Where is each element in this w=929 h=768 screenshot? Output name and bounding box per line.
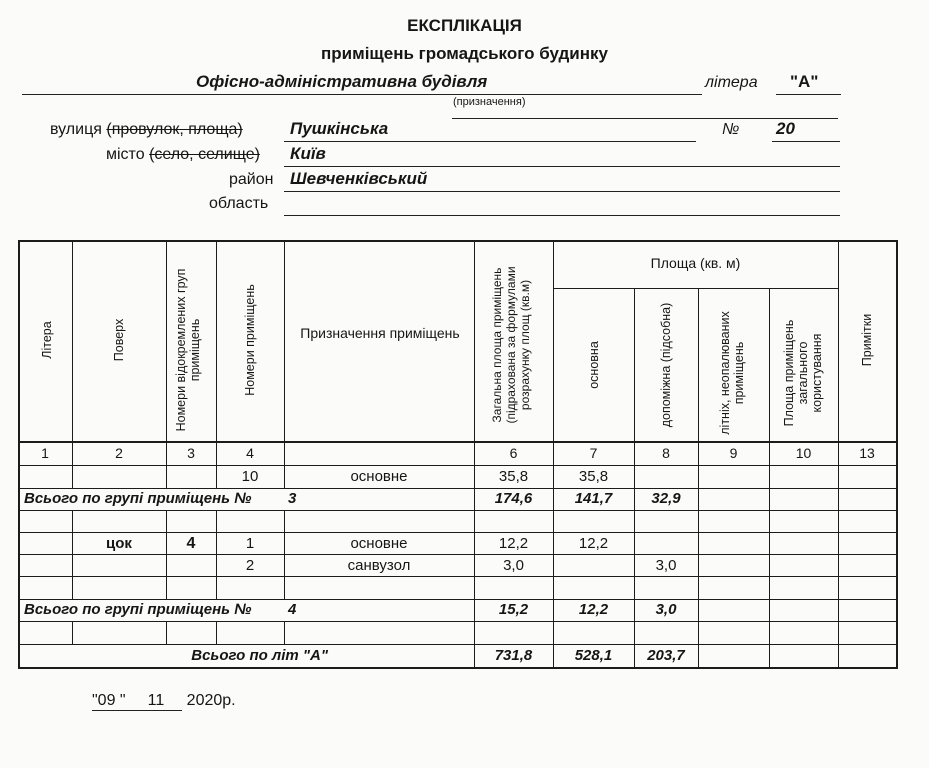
table-cell-room: 2 xyxy=(245,557,255,574)
header-room-numbers: Номери приміщень xyxy=(243,284,257,396)
grand-total-main: 528,1 xyxy=(574,647,613,664)
group-summary-total: 174,6 xyxy=(494,490,533,507)
table-cell-purpose: основне xyxy=(350,535,408,552)
col-number: 6 xyxy=(509,445,518,461)
table-cell-main: 35,8 xyxy=(578,468,609,485)
group-summary-number: 4 xyxy=(288,601,297,618)
header-auxiliary: допоміжна (підсобна) xyxy=(659,302,673,428)
group-summary-number: 3 xyxy=(288,490,297,507)
city-label: місто (село, селище) xyxy=(106,146,260,163)
street-label: вулиця (провулок, площа) xyxy=(50,121,243,138)
header-total-area: Загальна площа приміщень (підрахована за формулами розрахунку площ (кв.м) xyxy=(490,266,532,424)
col-number: 10 xyxy=(795,445,812,461)
col-number: 3 xyxy=(187,445,195,461)
col-number: 2 xyxy=(115,445,123,461)
col-number: 7 xyxy=(589,445,598,461)
group-summary-main: 12,2 xyxy=(578,601,609,618)
col-number: 1 xyxy=(41,445,49,461)
document-subtitle: приміщень громадського будинку xyxy=(321,44,608,63)
table-cell-total: 35,8 xyxy=(498,468,529,485)
table-cell-room: 1 xyxy=(245,535,255,552)
city-value: Київ xyxy=(290,144,326,163)
district-label: район xyxy=(229,171,274,188)
date-line xyxy=(92,692,236,711)
document-title: ЕКСПЛІКАЦІЯ xyxy=(407,16,522,35)
group-summary-aux: 32,9 xyxy=(651,490,681,507)
litera-label: літера xyxy=(705,74,758,91)
header-area-group: Площа (кв. м) xyxy=(650,255,741,271)
group-summary-main: 141,7 xyxy=(574,490,613,507)
table-cell-room: 10 xyxy=(241,468,259,485)
header-common: Площа приміщень загального користування xyxy=(782,319,824,427)
group-summary-label: Всього по групі приміщень № xyxy=(24,601,252,618)
district-value: Шевченківський xyxy=(290,169,428,188)
col-number: 8 xyxy=(662,445,670,461)
group-summary-aux: 3,0 xyxy=(655,601,677,618)
region-label: область xyxy=(209,195,269,212)
header-purpose: Призначення приміщень xyxy=(300,325,460,341)
table-cell-group: 4 xyxy=(186,535,196,552)
header-litera: Літера xyxy=(40,321,54,359)
grand-total-label: Всього по літ "А" xyxy=(191,647,328,664)
col-number: 4 xyxy=(246,445,254,461)
table-cell-aux: 3,0 xyxy=(655,557,677,574)
purpose-value: Офісно-адміністративна будівля xyxy=(196,72,488,91)
header-group-numbers: Номери відокремлених груп приміщень xyxy=(174,268,202,432)
date-year: 2020р. xyxy=(186,692,236,709)
header-notes: Примітки xyxy=(860,313,874,367)
header-main: основна xyxy=(587,341,601,389)
col-number: 13 xyxy=(859,445,875,461)
group-summary-label: Всього по групі приміщень № xyxy=(24,490,252,507)
header-floor: Поверх xyxy=(112,318,126,362)
table-cell-total: 3,0 xyxy=(503,557,524,574)
table-cell-floor: цок xyxy=(106,535,132,552)
grand-total-total: 731,8 xyxy=(494,647,533,664)
group-summary-total: 15,2 xyxy=(498,601,529,618)
number-label: № xyxy=(722,121,740,138)
date-day: "09 " xyxy=(92,692,144,711)
table-cell-main: 12,2 xyxy=(578,535,609,552)
purpose-caption: (призначення) xyxy=(453,96,526,108)
header-summer: літніх, неопалюваних приміщень xyxy=(718,311,746,435)
grand-total-aux: 203,7 xyxy=(647,647,685,664)
table-cell-total: 12,2 xyxy=(498,535,529,552)
number-value: 20 xyxy=(776,119,795,138)
table-cell-purpose: основне xyxy=(350,468,408,485)
col-number: 9 xyxy=(729,445,738,461)
litera-value: "А" xyxy=(790,72,819,91)
street-value: Пушкінська xyxy=(290,119,389,138)
table-cell-purpose: санвузол xyxy=(347,557,411,574)
date-month: 11 xyxy=(144,692,183,711)
